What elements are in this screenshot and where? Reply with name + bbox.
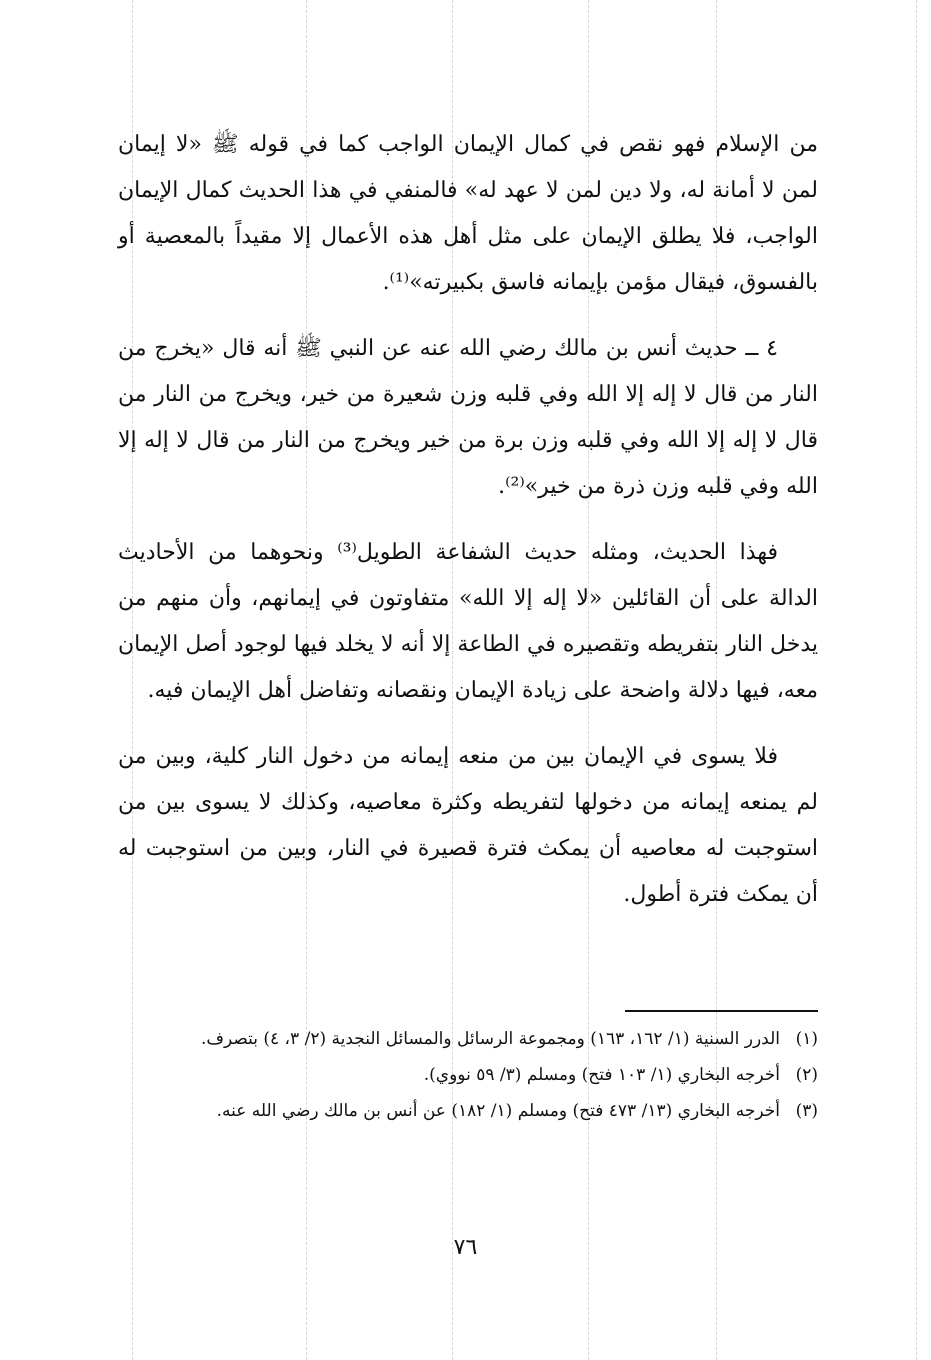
paragraph: فلا يسوى في الإيمان بين من منعه إيمانه من دخول النار كلية، وبين من لم يمنعه إيمانه من دخولها لتفريطه وكثرة معاصيه، وكذلك لا يسوى بين من استوجبت له معاصيه أن يمكث فترة قصيرة في النار، وبين من استوجبت له أن يمكث فترة أطول. <box>118 744 818 907</box>
footnote-separator <box>625 1010 818 1012</box>
paragraph: من الإسلام فهو نقص في كمال الإيمان الواجب كما في قوله ﷺ «لا إيمان لمن لا أمانة له، ولا دين لمن لا عهد له» فالمنفي في هذا الحديث كمال الإيمان الواجب، فلا يطلق الإيمان على مثل أهل هذه الأعمال إلا مقيداً بالمعصية أو بالفسوق، فيقال مؤمن بإيمانه فاسق بكبيرته»⁽¹⁾. <box>118 132 818 295</box>
footnote-text: أخرجه البخاري (١/ ١٠٣ فتح) ومسلم (٣/ ٥٩ نووي). <box>423 1065 780 1085</box>
footnotes <box>118 1022 818 1130</box>
scan-guide-line <box>916 0 917 1360</box>
footnote-number: (٢) <box>795 1065 818 1085</box>
paragraph: ٤ ــ حديث أنس بن مالك رضي الله عنه عن النبي ﷺ أنه قال «يخرج من النار من قال لا إله إلا الله وفي قلبه وزن شعيرة من خير، ويخرج من النار من قال لا إله إلا الله وفي قلبه وزن برة من خير ويخرج من النار من قال لا إله إلا الله وفي قلبه وزن ذرة من خير»⁽²⁾. <box>118 336 818 499</box>
footnote <box>118 1022 818 1056</box>
paragraph: فهذا الحديث، ومثله حديث الشفاعة الطويل⁽³⁾ ونحوهما من الأحاديث الدالة على أن القائلين «لا إله إلا الله» متفاوتون في إيمانهم، وأن منهم من يدخل النار بتفريطه وتقصيره في الطاعة إلا أنه لا يخلد فيها لوجود أصل الإيمان معه، فيها دلالة واضحة على زيادة الإيمان ونقصانه وتفاضل أهل الإيمان فيه. <box>118 540 818 703</box>
footnote-number: (١) <box>795 1029 818 1049</box>
footnote-text: الدرر السنية (١/ ١٦٢، ١٦٣) ومجموعة الرسائل والمسائل النجدية (٢/ ٣، ٤) بتصرف. <box>200 1029 780 1049</box>
page-number: ٧٦ <box>453 1235 478 1260</box>
footnote-text: أخرجه البخاري (١٣/ ٤٧٣ فتح) ومسلم (١/ ١٨٢) عن أنس بن مالك رضي الله عنه. <box>216 1101 780 1121</box>
footnote <box>118 1094 818 1128</box>
main-text <box>118 122 818 938</box>
footnote <box>118 1058 818 1092</box>
footnote-number: (٣) <box>795 1101 818 1121</box>
